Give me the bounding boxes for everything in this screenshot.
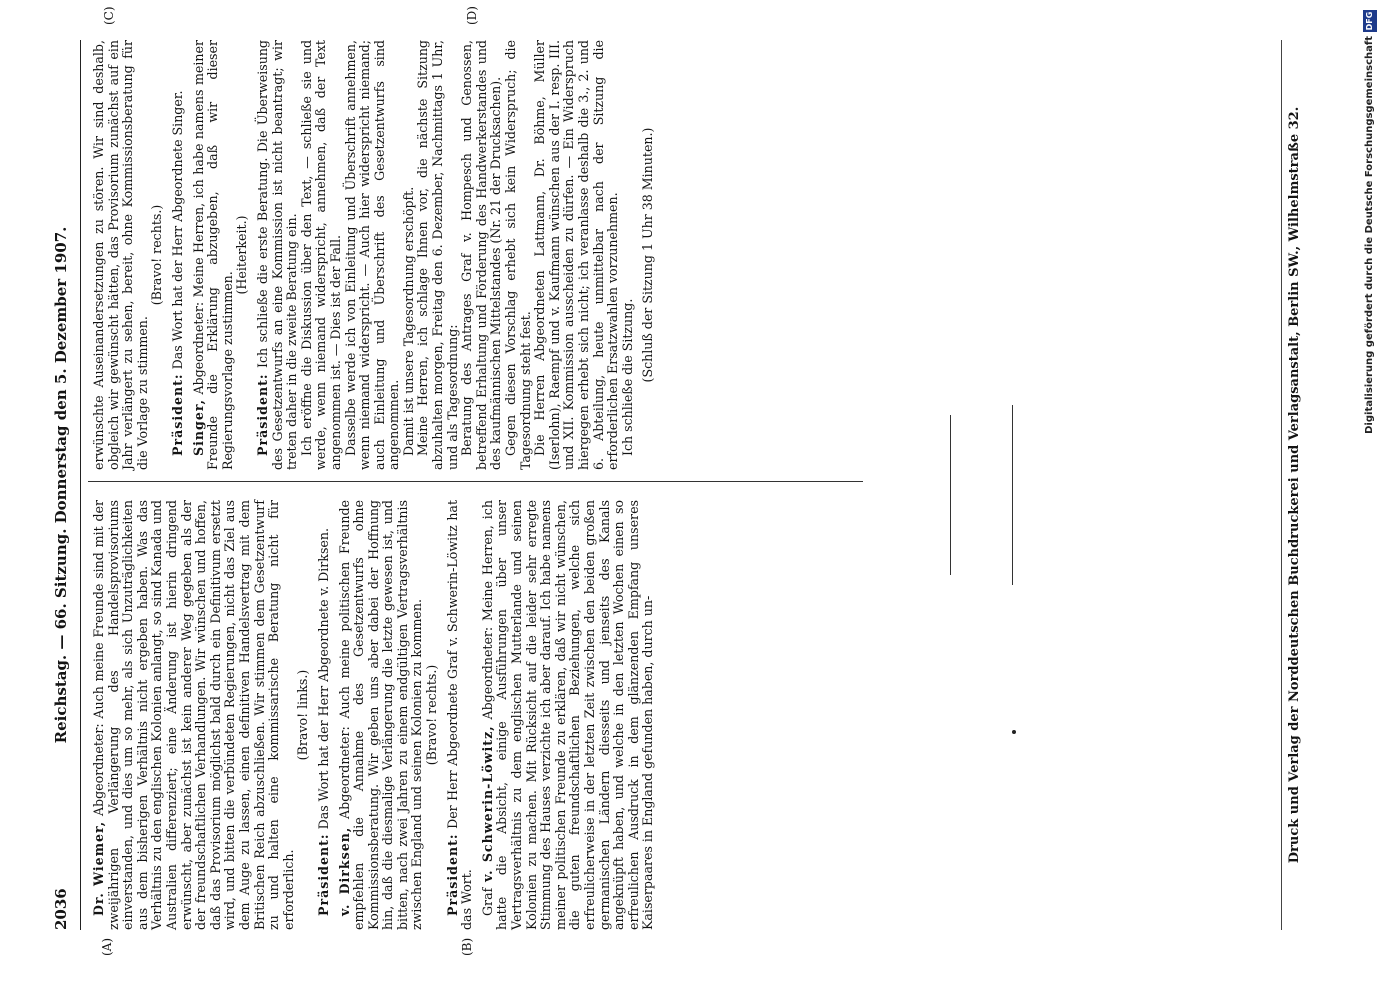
speech-text: Das Wort hat der Herr Abgeordnete v. Dirksen. [315, 528, 331, 834]
digitization-notice [1364, 10, 1378, 980]
laughter: (Heiterkeit.) [234, 215, 250, 295]
margin-mark-d: (D) [465, 6, 479, 25]
right-column [92, 40, 656, 470]
speaker-name: Dr. Wiemer, [91, 820, 106, 916]
speech-singer [192, 40, 236, 470]
header-rule [80, 40, 81, 930]
speech-president [256, 40, 300, 470]
speaker-name: Präsident: [169, 373, 185, 456]
speaker-name: Präsident: [315, 833, 331, 916]
speech-president [171, 40, 186, 470]
speaker-name: Präsident: [444, 833, 460, 916]
speech-president [446, 500, 475, 930]
applause: (Bravo! rechts.) [424, 664, 440, 766]
running-header [52, 40, 76, 930]
session-end: (Schluß der Sitzung 1 Uhr 38 Minuten.) [640, 127, 656, 383]
margin-mark-c: (C) [102, 6, 116, 25]
footer-rule [1281, 40, 1282, 930]
speech-text: Abgeordneter: Meine Herren, ich hatte die Absicht, einige Ausführungen über unser Vertragsverhältnis zu dem englischen Mutterlande und seinen Kolonien zu machen. Mit Rücksicht auf die leider sehr erregte Stimmung des Hauses verzichte ich aber darauf. Ich habe namens meiner politischen Freunde zu erklären, daß wir nicht wünschen, die guten freundschaftlichen Beziehungen, welche sich erfreulicherweise in der letzten Zeit zwischen den beiden großen germanischen Ländern diesseits und jenseits des Kanals angeknüpft haben, und welche in den letzten Wochen einen so erfreulichen Ausdruck in dem glänzenden Empfang unseres Kaiserpaares in England gefunden haben, durch un- [479, 500, 656, 930]
page-number: 2036 [52, 888, 70, 930]
column-divider [88, 481, 863, 482]
speaker-name: v. Schwerin-Löwitz, [479, 725, 495, 882]
speck [1012, 730, 1016, 734]
speech-text: Der Herr Abgeordnete Graf v. Schwerin-Löwitz hat das Wort. [444, 500, 475, 930]
margin-mark-a: (A) [100, 937, 114, 956]
applause: (Bravo! rechts.) [149, 204, 165, 306]
speech-text: Ich schließe die erste Beratung. Die Überweisung des Gesetzentwurfs an eine Kommission ist nicht beantragt; wir treten daher in die zweite Beratung ein. [254, 40, 300, 470]
paragraph: Ich schließe die Sitzung. [619, 298, 635, 456]
dfg-logo: DFG [1363, 10, 1377, 32]
speech-text: Abgeordneter: Auch meine Freunde sind mit der zweijährigen Verlängerung des Handelsprovisoriums einverstanden, und dies um so mehr, als sich Unzuträglichkeiten aus dem bisherigen Verhältnis nicht ergeben haben. Was das Verhältnis zu den englischen Kolonien anlangt, so sind Kanada und Australien differenziert; eine Änderung ist hierin dringend erwünscht, aber zunächst ist kein anderer Weg gegeben als der der freundschaftlichen Verhandlungen. Wir wünschen und hoffen, daß das Provisorium möglichst bald durch ein Definitivum ersetzt wird, und bitten die verbündeten Regierungen, nicht das Ziel aus dem Auge zu lassen, einen definitiven Handelsvertrag mit dem Britischen Reich abzuschließen. Wir stimmen dem Gesetzentwurf zu und halten eine kommissarische Beratung nicht für erforderlich. [91, 499, 296, 930]
speech-text: Abgeordneter: Meine Herren, ich habe namens meiner Freunde die Erklärung abzugeben, daß wir dieser Regierungsvorlage zustimmen. [190, 40, 235, 470]
speech-text: Das Wort hat der Herr Abgeordnete Singer. [169, 90, 185, 374]
header-title: Reichstag. — 66. Sitzung. Donnerstag den 5. Dezember 1907. [52, 226, 70, 744]
printer-imprint: Druck und Verlag der Norddeutschen Buchdruckerei und Verlagsanstalt, Berlin SW., Wilhelmstraße 32. [1287, 106, 1302, 864]
speech-text: Abgeordneter: Auch meine politischen Freunde empfehlen die Annahme des Gesetzentwurfs ohne Kommissionsberatung. Wir geben uns aber dabei der Hoffnung hin, daß die diesmalige Verlängerung die letzte gewesen ist, und bitten, nach zwei Jahren zu einem endgültigen Vertragsverhältnis zwischen England und seinen Kolonien zu kommen. [336, 500, 425, 930]
paragraph: Die Herren Abgeordneten Lattmann, Dr. Böhme, Müller (Iserlohn), Raempf und v. Kaufmann wünschen aus der I. resp. III. und XII. Kommission ausscheiden zu dürfen. — Ein Widerspruch hiergegen erhebt sich nicht; ich veranlasse deshalb die 3., 2. und 6. Abteilung, heute unmittelbar nach der Sitzung die erforderlichen Ersatzwahlen vorzunehmen. [532, 40, 621, 470]
paragraph: Meine Herren, ich schlage Ihnen vor, die nächste Sitzung abzuhalten morgen, Freitag den 6. Dezember, Nachmittags 1 Uhr, und als Tagesordnung: [415, 40, 460, 470]
paragraph: Gegen diesen Vorschlag erhebt sich kein Widerspruch; die Tagesordnung steht fest. [503, 40, 533, 470]
speech-dirksen [338, 500, 426, 930]
speaker-name: v. Dirksen, [336, 826, 352, 916]
speaker-name: Präsident: [254, 373, 270, 456]
applause: (Bravo! links.) [295, 669, 311, 761]
speech-continuation: erwünschte Auseinandersetzungen zu stören. Wir sind deshalb, obgleich wir gewünscht hätten, das Provisorium zunächst auf ein Jahr verlängert zu sehen, bereit, ohne Kommissionsberatung für die Vorlage zu stimmen. [91, 40, 150, 470]
speech-schwerin [481, 500, 656, 930]
paragraph: Damit ist unsere Tagesordnung erschöpft. [400, 186, 416, 456]
agenda-item: Beratung des Antrages Graf v. Hompesch und Genossen, betreffend Erhaltung und Förderung des Handwerkerstandes und des kaufmännischen Mittelstandes (Nr. 21 der Drucksachen). [459, 40, 504, 470]
paragraph: Dasselbe werde ich von Einleitung und Überschrift annehmen, wenn niemand widerspricht. — Auch hier widerspricht niemand; auch Einleitung und Überschrift des Gesetzentwurfs sind angenommen. [342, 40, 402, 470]
speaker-name: Singer, [190, 399, 206, 456]
digitization-text: Digitalisierung gefördert durch die Deutsche Forschungsgemeinschaft [1364, 36, 1375, 434]
speech-president [317, 500, 332, 930]
speech-wiemer [92, 500, 296, 930]
paragraph: Ich eröffne die Diskussion über den Text, — schließe sie und werde, wenn niemand widerspricht, annehmen, daß der Text angenommen ist. — Dies ist der Fall. [298, 40, 343, 470]
closing-rule [950, 415, 951, 575]
speaker-prefix: Graf [479, 881, 495, 916]
closing-rule [1012, 405, 1013, 585]
left-column [92, 500, 656, 930]
margin-mark-b: (B) [460, 937, 474, 956]
